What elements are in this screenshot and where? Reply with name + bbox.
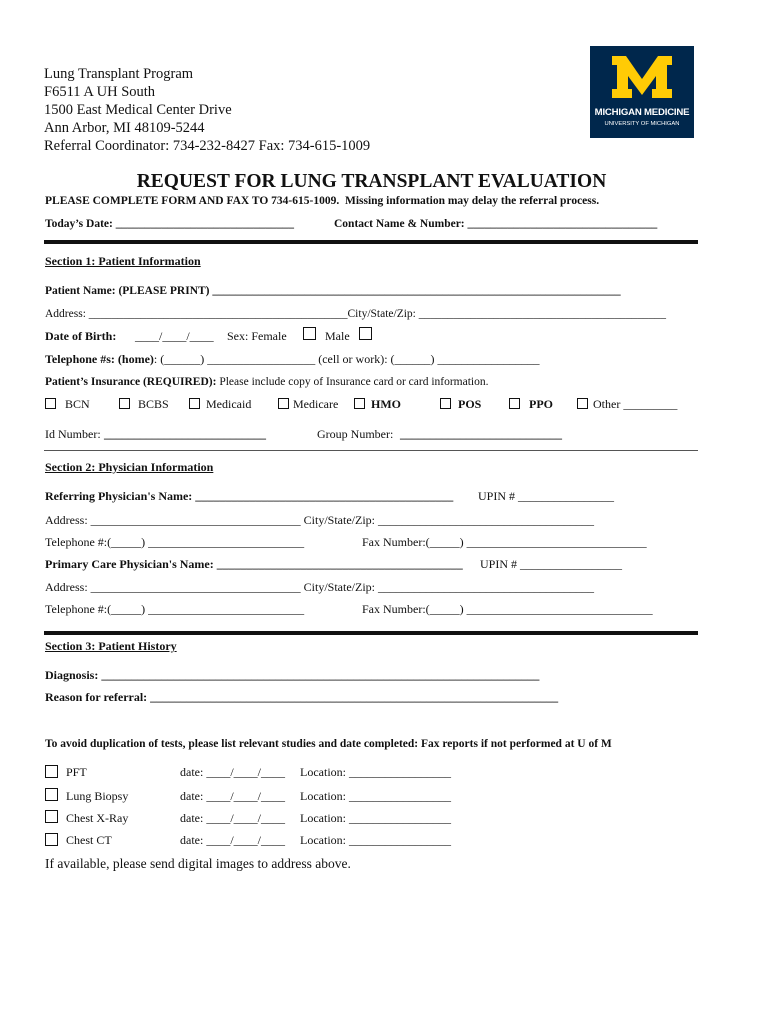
section-divider bbox=[44, 240, 698, 244]
pcp-upin-field[interactable]: UPIN # _________________ bbox=[480, 557, 623, 571]
pcp-fax-field[interactable]: Fax Number:(_____) _______________________________ bbox=[362, 602, 653, 616]
section-divider bbox=[44, 631, 698, 635]
digital-images-note: If available, please send digital images to address above. bbox=[45, 856, 351, 871]
program-office: F6511 A UH South bbox=[44, 84, 156, 100]
michigan-medicine-logo bbox=[590, 46, 694, 138]
ppo-label: PPO bbox=[529, 397, 553, 411]
id-number-label: Id Number: bbox=[45, 427, 101, 441]
chest-ct-label: Chest CT bbox=[66, 833, 112, 847]
hmo-label: HMO bbox=[371, 397, 401, 411]
group-number-label: Group Number: bbox=[317, 427, 400, 441]
contact-name-field[interactable]: Contact Name & Number: _________________________________ bbox=[334, 218, 658, 230]
lung-biopsy-location-field[interactable]: Location: _________________ bbox=[300, 789, 451, 803]
program-address-block bbox=[44, 65, 370, 155]
section3-heading: Section 3: Patient History bbox=[45, 639, 177, 653]
other-insurance-field[interactable]: Other _________ bbox=[593, 397, 678, 411]
referring-telephone-field[interactable]: Telephone #:(_____) __________________________ bbox=[45, 535, 305, 549]
pcp-address-field[interactable]: Address: ___________________________________ City/State/Zip: ____________________________________ bbox=[45, 580, 594, 594]
lung-biopsy-checkbox[interactable] bbox=[45, 788, 58, 801]
sex-female-checkbox[interactable] bbox=[303, 327, 316, 340]
insurance-line bbox=[45, 375, 489, 389]
todays-date-field[interactable]: Today’s Date: _______________________________ bbox=[45, 218, 294, 230]
logo-wordmark: MICHIGAN MEDICINE bbox=[594, 107, 690, 118]
sex-male-checkbox[interactable] bbox=[359, 327, 372, 340]
bcbs-checkbox[interactable] bbox=[119, 398, 130, 409]
lung-biopsy-date-field[interactable]: date: ____/____/____ bbox=[180, 789, 285, 803]
logo-subtitle: UNIVERSITY OF MICHIGAN bbox=[604, 121, 680, 127]
program-name: Lung Transplant Program bbox=[44, 66, 194, 82]
diagnosis-field[interactable]: Diagnosis: _________________________________________________________________________ bbox=[45, 668, 540, 682]
medicaid-checkbox[interactable] bbox=[189, 398, 200, 409]
patient-address-field[interactable]: Address: _____________________________________________City/State/Zip: ___________________________________________ bbox=[45, 308, 666, 320]
reason-for-referral-field[interactable]: Reason for referral: ____________________________________________________________________ bbox=[45, 690, 559, 704]
pcp-name-field[interactable]: Primary Care Physician's Name: _________________________________________ bbox=[45, 557, 463, 571]
patient-name-label: Patient Name bbox=[45, 285, 112, 297]
program-street: 1500 East Medical Center Drive bbox=[44, 102, 232, 118]
chest-ct-date-field[interactable]: date: ____/____/____ bbox=[180, 833, 285, 847]
lung-biopsy-label: Lung Biopsy bbox=[66, 789, 129, 803]
tests-instruction: To avoid duplication of tests, please list relevant studies and date completed: Fax reports if not performed at U of M bbox=[45, 738, 612, 750]
chest-xray-checkbox[interactable] bbox=[45, 810, 58, 823]
chest-ct-checkbox[interactable] bbox=[45, 833, 58, 846]
other-checkbox[interactable] bbox=[577, 398, 588, 409]
section2-heading: Section 2: Physician Information bbox=[45, 460, 214, 474]
medicare-checkbox[interactable] bbox=[278, 398, 289, 409]
dob-label: Date of Birth: bbox=[45, 329, 117, 343]
pft-location-field[interactable]: Location: _________________ bbox=[300, 765, 451, 779]
pft-checkbox[interactable] bbox=[45, 765, 58, 778]
medicaid-label: Medicaid bbox=[206, 397, 252, 411]
chest-xray-date-field[interactable]: date: ____/____/____ bbox=[180, 811, 285, 825]
telephone-label: Telephone #s: (home) bbox=[45, 352, 154, 366]
form-instruction: PLEASE COMPLETE FORM AND FAX TO 734-615-1009. Missing information may delay the referral process. bbox=[45, 195, 600, 207]
insurance-note: Please include copy of Insurance card or card information. bbox=[216, 376, 489, 388]
sex-female-label: Sex: Female bbox=[227, 329, 287, 343]
group-number-field[interactable]: ___________________________ bbox=[400, 427, 562, 441]
pos-checkbox[interactable] bbox=[440, 398, 451, 409]
form-title: REQUEST FOR LUNG TRANSPLANT EVALUATION bbox=[136, 171, 607, 192]
pos-label: POS bbox=[458, 397, 482, 411]
telephone-field[interactable] bbox=[45, 352, 540, 366]
bcn-label: BCN bbox=[65, 397, 90, 411]
bcn-checkbox[interactable] bbox=[45, 398, 56, 409]
dob-field[interactable]: ____/____/____ bbox=[135, 329, 214, 343]
medicare-label: Medicare bbox=[293, 397, 339, 411]
section1-heading: Section 1: Patient Information bbox=[45, 254, 201, 268]
referring-upin-field[interactable]: UPIN # ________________ bbox=[478, 489, 615, 503]
sex-male-label: Male bbox=[325, 329, 350, 343]
referring-physician-name-field[interactable] bbox=[45, 489, 453, 503]
pcp-telephone-field[interactable]: Telephone #:(_____) __________________________ bbox=[45, 602, 305, 616]
chest-ct-location-field[interactable]: Location: _________________ bbox=[300, 833, 451, 847]
pft-label: PFT bbox=[66, 765, 87, 779]
referring-fax-field[interactable]: Fax Number:(_____) ______________________________ bbox=[362, 535, 647, 549]
bcbs-label: BCBS bbox=[138, 397, 169, 411]
program-city: Ann Arbor, MI 48109-5244 bbox=[44, 120, 205, 136]
referring-address-field[interactable]: Address: ___________________________________ City/State/Zip: ____________________________________ bbox=[45, 513, 594, 527]
ppo-checkbox[interactable] bbox=[509, 398, 520, 409]
referring-physician-name-text: Referring Physician's Name: ___________________________________________ bbox=[45, 489, 454, 503]
id-number-field[interactable]: ___________________________ bbox=[104, 427, 266, 441]
chest-xray-label: Chest X-Ray bbox=[66, 811, 129, 825]
telephone-blanks: : (______) __________________ (cell or work): (______) _________________ bbox=[153, 352, 540, 366]
chest-xray-location-field[interactable]: Location: _________________ bbox=[300, 811, 451, 825]
hmo-checkbox[interactable] bbox=[354, 398, 365, 409]
insurance-label: Patient’s Insurance (REQUIRED): bbox=[45, 376, 217, 388]
section-divider-thin bbox=[44, 450, 698, 451]
pft-date-field[interactable]: date: ____/____/____ bbox=[180, 765, 285, 779]
patient-name-field[interactable] bbox=[45, 284, 621, 298]
referral-coordinator-contact: Referral Coordinator: 734-232-8427 Fax: 734-615-1009 bbox=[44, 138, 371, 154]
patient-name-rest: : (PLEASE PRINT) _______________________________________________________________________ bbox=[111, 285, 621, 297]
